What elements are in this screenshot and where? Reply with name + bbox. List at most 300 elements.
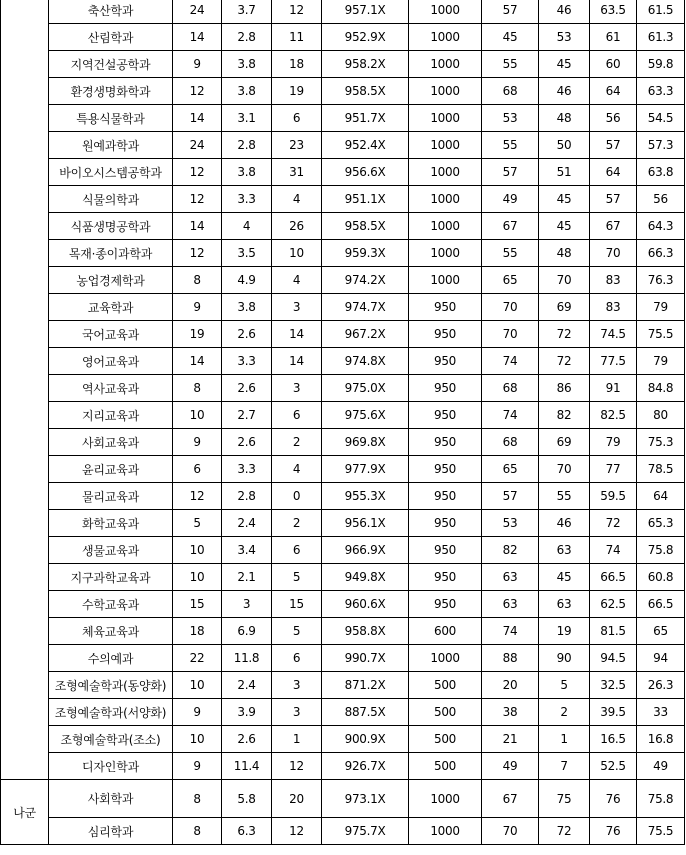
percentile-d-cell: 61.3	[637, 24, 685, 51]
department-cell: 축산학과	[49, 0, 173, 24]
percentile-a-cell: 45	[482, 24, 539, 51]
score-scale-cell: 977.9X	[322, 456, 409, 483]
department-cell: 환경생명화학과	[49, 78, 173, 105]
score-scale-cell: 975.6X	[322, 402, 409, 429]
percentile-d-cell: 66.3	[637, 240, 685, 267]
percentile-d-cell: 33	[637, 699, 685, 726]
table-row	[1, 240, 685, 267]
additional-admits-cell: 6	[272, 537, 322, 564]
percentile-c-cell: 67	[590, 213, 637, 240]
score-scale-cell: 960.6X	[322, 591, 409, 618]
percentile-d-cell: 56	[637, 186, 685, 213]
percentile-d-cell: 78.5	[637, 456, 685, 483]
competition-rate-cell: 3.4	[222, 537, 272, 564]
quota-cell: 5	[173, 510, 222, 537]
competition-rate-cell: 3.3	[222, 348, 272, 375]
quota-cell: 10	[173, 564, 222, 591]
additional-admits-cell: 3	[272, 375, 322, 402]
percentile-b-cell: 50	[539, 132, 590, 159]
additional-admits-cell: 12	[272, 753, 322, 780]
table-row	[1, 726, 685, 753]
percentile-a-cell: 68	[482, 429, 539, 456]
quota-cell: 19	[173, 321, 222, 348]
percentile-c-cell: 39.5	[590, 699, 637, 726]
quota-cell: 22	[173, 645, 222, 672]
score-scale-cell: 973.1X	[322, 780, 409, 818]
percentile-a-cell: 88	[482, 645, 539, 672]
additional-admits-cell: 3	[272, 699, 322, 726]
score-scale-cell: 974.8X	[322, 348, 409, 375]
additional-admits-cell: 6	[272, 105, 322, 132]
percentile-c-cell: 56	[590, 105, 637, 132]
percentile-c-cell: 64	[590, 78, 637, 105]
percentile-c-cell: 63.5	[590, 0, 637, 24]
competition-rate-cell: 2.8	[222, 132, 272, 159]
quota-cell: 24	[173, 0, 222, 24]
table-row	[1, 672, 685, 699]
max-score-cell: 1000	[409, 24, 482, 51]
group-cell: 나군	[1, 780, 49, 845]
additional-admits-cell: 18	[272, 51, 322, 78]
additional-admits-cell: 2	[272, 429, 322, 456]
department-cell: 목재·종이과학과	[49, 240, 173, 267]
percentile-b-cell: 55	[539, 483, 590, 510]
competition-rate-cell: 4	[222, 213, 272, 240]
quota-cell: 12	[173, 240, 222, 267]
additional-admits-cell: 14	[272, 348, 322, 375]
table-row	[1, 159, 685, 186]
table-row	[1, 618, 685, 645]
department-cell: 식품생명공학과	[49, 213, 173, 240]
percentile-a-cell: 67	[482, 780, 539, 818]
percentile-d-cell: 79	[637, 348, 685, 375]
max-score-cell: 1000	[409, 78, 482, 105]
additional-admits-cell: 6	[272, 402, 322, 429]
max-score-cell: 950	[409, 564, 482, 591]
percentile-c-cell: 57	[590, 186, 637, 213]
percentile-a-cell: 57	[482, 0, 539, 24]
percentile-c-cell: 77	[590, 456, 637, 483]
percentile-b-cell: 46	[539, 0, 590, 24]
percentile-a-cell: 49	[482, 186, 539, 213]
competition-rate-cell: 2.6	[222, 726, 272, 753]
quota-cell: 8	[173, 818, 222, 845]
quota-cell: 12	[173, 159, 222, 186]
percentile-d-cell: 65.3	[637, 510, 685, 537]
department-cell: 디자인학과	[49, 753, 173, 780]
percentile-d-cell: 63.3	[637, 78, 685, 105]
group-cell	[1, 0, 49, 780]
max-score-cell: 500	[409, 753, 482, 780]
department-cell: 식물의학과	[49, 186, 173, 213]
percentile-b-cell: 46	[539, 78, 590, 105]
table-row	[1, 780, 685, 818]
percentile-a-cell: 82	[482, 537, 539, 564]
department-cell: 산림학과	[49, 24, 173, 51]
quota-cell: 10	[173, 672, 222, 699]
table-row	[1, 429, 685, 456]
max-score-cell: 950	[409, 321, 482, 348]
score-scale-cell: 969.8X	[322, 429, 409, 456]
score-scale-cell: 871.2X	[322, 672, 409, 699]
additional-admits-cell: 4	[272, 186, 322, 213]
score-scale-cell: 949.8X	[322, 564, 409, 591]
percentile-b-cell: 82	[539, 402, 590, 429]
percentile-b-cell: 45	[539, 186, 590, 213]
quota-cell: 9	[173, 753, 222, 780]
percentile-d-cell: 94	[637, 645, 685, 672]
score-scale-cell: 967.2X	[322, 321, 409, 348]
percentile-c-cell: 83	[590, 267, 637, 294]
table-row	[1, 51, 685, 78]
percentile-d-cell: 75.8	[637, 780, 685, 818]
quota-cell: 12	[173, 483, 222, 510]
competition-rate-cell: 3.3	[222, 456, 272, 483]
competition-rate-cell: 2.4	[222, 672, 272, 699]
percentile-b-cell: 90	[539, 645, 590, 672]
department-cell: 지구과학교육과	[49, 564, 173, 591]
table-row	[1, 267, 685, 294]
percentile-c-cell: 57	[590, 132, 637, 159]
percentile-c-cell: 66.5	[590, 564, 637, 591]
table-row	[1, 699, 685, 726]
percentile-a-cell: 21	[482, 726, 539, 753]
max-score-cell: 500	[409, 672, 482, 699]
max-score-cell: 1000	[409, 818, 482, 845]
percentile-a-cell: 74	[482, 618, 539, 645]
percentile-c-cell: 79	[590, 429, 637, 456]
additional-admits-cell: 11	[272, 24, 322, 51]
percentile-c-cell: 83	[590, 294, 637, 321]
percentile-a-cell: 70	[482, 818, 539, 845]
percentile-a-cell: 63	[482, 591, 539, 618]
max-score-cell: 1000	[409, 240, 482, 267]
percentile-b-cell: 63	[539, 591, 590, 618]
percentile-d-cell: 75.8	[637, 537, 685, 564]
quota-cell: 10	[173, 537, 222, 564]
competition-rate-cell: 2.6	[222, 321, 272, 348]
max-score-cell: 950	[409, 402, 482, 429]
score-scale-cell: 958.2X	[322, 51, 409, 78]
department-cell: 생물교육과	[49, 537, 173, 564]
percentile-b-cell: 51	[539, 159, 590, 186]
table-row	[1, 24, 685, 51]
percentile-d-cell: 60.8	[637, 564, 685, 591]
table-row	[1, 294, 685, 321]
max-score-cell: 1000	[409, 51, 482, 78]
percentile-b-cell: 1	[539, 726, 590, 753]
max-score-cell: 950	[409, 348, 482, 375]
percentile-b-cell: 70	[539, 267, 590, 294]
additional-admits-cell: 4	[272, 267, 322, 294]
table-row	[1, 510, 685, 537]
percentile-c-cell: 74	[590, 537, 637, 564]
competition-rate-cell: 11.8	[222, 645, 272, 672]
competition-rate-cell: 3.8	[222, 294, 272, 321]
quota-cell: 9	[173, 51, 222, 78]
score-scale-cell: 951.7X	[322, 105, 409, 132]
percentile-d-cell: 75.3	[637, 429, 685, 456]
additional-admits-cell: 4	[272, 456, 322, 483]
score-scale-cell: 959.3X	[322, 240, 409, 267]
percentile-d-cell: 80	[637, 402, 685, 429]
percentile-c-cell: 52.5	[590, 753, 637, 780]
additional-admits-cell: 10	[272, 240, 322, 267]
percentile-d-cell: 64	[637, 483, 685, 510]
additional-admits-cell: 1	[272, 726, 322, 753]
score-scale-cell: 900.9X	[322, 726, 409, 753]
score-scale-cell: 958.8X	[322, 618, 409, 645]
quota-cell: 12	[173, 78, 222, 105]
percentile-b-cell: 46	[539, 510, 590, 537]
department-cell: 국어교육과	[49, 321, 173, 348]
additional-admits-cell: 12	[272, 818, 322, 845]
percentile-d-cell: 16.8	[637, 726, 685, 753]
table-row	[1, 375, 685, 402]
table-row	[1, 564, 685, 591]
score-scale-cell: 958.5X	[322, 78, 409, 105]
percentile-c-cell: 64	[590, 159, 637, 186]
quota-cell: 14	[173, 105, 222, 132]
percentile-b-cell: 70	[539, 456, 590, 483]
percentile-b-cell: 48	[539, 105, 590, 132]
percentile-b-cell: 69	[539, 429, 590, 456]
department-cell: 수학교육과	[49, 591, 173, 618]
quota-cell: 9	[173, 699, 222, 726]
percentile-b-cell: 75	[539, 780, 590, 818]
max-score-cell: 950	[409, 375, 482, 402]
additional-admits-cell: 6	[272, 645, 322, 672]
max-score-cell: 500	[409, 699, 482, 726]
competition-rate-cell: 6.3	[222, 818, 272, 845]
additional-admits-cell: 3	[272, 672, 322, 699]
percentile-c-cell: 74.5	[590, 321, 637, 348]
competition-rate-cell: 3.8	[222, 159, 272, 186]
quota-cell: 10	[173, 402, 222, 429]
score-scale-cell: 887.5X	[322, 699, 409, 726]
percentile-b-cell: 45	[539, 564, 590, 591]
max-score-cell: 1000	[409, 159, 482, 186]
department-cell: 윤리교육과	[49, 456, 173, 483]
percentile-b-cell: 2	[539, 699, 590, 726]
percentile-a-cell: 74	[482, 348, 539, 375]
percentile-c-cell: 70	[590, 240, 637, 267]
department-cell: 조형예술학과(조소)	[49, 726, 173, 753]
additional-admits-cell: 3	[272, 294, 322, 321]
score-scale-cell: 956.1X	[322, 510, 409, 537]
percentile-c-cell: 76	[590, 780, 637, 818]
percentile-a-cell: 55	[482, 132, 539, 159]
quota-cell: 8	[173, 267, 222, 294]
percentile-a-cell: 74	[482, 402, 539, 429]
percentile-d-cell: 65	[637, 618, 685, 645]
max-score-cell: 950	[409, 591, 482, 618]
competition-rate-cell: 5.8	[222, 780, 272, 818]
additional-admits-cell: 26	[272, 213, 322, 240]
department-cell: 농업경제학과	[49, 267, 173, 294]
additional-admits-cell: 19	[272, 78, 322, 105]
table-row	[1, 483, 685, 510]
table-row	[1, 591, 685, 618]
percentile-b-cell: 7	[539, 753, 590, 780]
department-cell: 화학교육과	[49, 510, 173, 537]
competition-rate-cell: 11.4	[222, 753, 272, 780]
percentile-b-cell: 45	[539, 51, 590, 78]
quota-cell: 12	[173, 186, 222, 213]
department-cell: 수의예과	[49, 645, 173, 672]
competition-rate-cell: 4.9	[222, 267, 272, 294]
competition-rate-cell: 3.3	[222, 186, 272, 213]
percentile-b-cell: 86	[539, 375, 590, 402]
table-row	[1, 132, 685, 159]
score-scale-cell: 975.0X	[322, 375, 409, 402]
additional-admits-cell: 23	[272, 132, 322, 159]
competition-rate-cell: 6.9	[222, 618, 272, 645]
department-cell: 영어교육과	[49, 348, 173, 375]
percentile-a-cell: 70	[482, 321, 539, 348]
percentile-c-cell: 16.5	[590, 726, 637, 753]
percentile-a-cell: 67	[482, 213, 539, 240]
percentile-c-cell: 94.5	[590, 645, 637, 672]
percentile-a-cell: 20	[482, 672, 539, 699]
percentile-c-cell: 61	[590, 24, 637, 51]
percentile-d-cell: 61.5	[637, 0, 685, 24]
percentile-a-cell: 53	[482, 105, 539, 132]
score-scale-cell: 952.4X	[322, 132, 409, 159]
department-cell: 교육학과	[49, 294, 173, 321]
percentile-b-cell: 19	[539, 618, 590, 645]
table-row	[1, 456, 685, 483]
table-row	[1, 402, 685, 429]
department-cell: 심리학과	[49, 818, 173, 845]
table-row	[1, 213, 685, 240]
table-row	[1, 537, 685, 564]
score-scale-cell: 974.2X	[322, 267, 409, 294]
additional-admits-cell: 2	[272, 510, 322, 537]
competition-rate-cell: 2.1	[222, 564, 272, 591]
department-cell: 체육교육과	[49, 618, 173, 645]
quota-cell: 8	[173, 780, 222, 818]
competition-rate-cell: 2.6	[222, 375, 272, 402]
score-scale-cell: 951.1X	[322, 186, 409, 213]
quota-cell: 15	[173, 591, 222, 618]
max-score-cell: 950	[409, 429, 482, 456]
table-row	[1, 0, 685, 24]
score-scale-cell: 955.3X	[322, 483, 409, 510]
score-scale-cell: 990.7X	[322, 645, 409, 672]
percentile-c-cell: 59.5	[590, 483, 637, 510]
additional-admits-cell: 5	[272, 564, 322, 591]
department-cell: 역사교육과	[49, 375, 173, 402]
percentile-c-cell: 72	[590, 510, 637, 537]
percentile-d-cell: 57.3	[637, 132, 685, 159]
competition-rate-cell: 2.4	[222, 510, 272, 537]
table-body	[1, 0, 685, 845]
max-score-cell: 950	[409, 510, 482, 537]
percentile-d-cell: 75.5	[637, 321, 685, 348]
table-row	[1, 105, 685, 132]
percentile-a-cell: 68	[482, 375, 539, 402]
percentile-d-cell: 66.5	[637, 591, 685, 618]
competition-rate-cell: 3	[222, 591, 272, 618]
table-row	[1, 753, 685, 780]
quota-cell: 14	[173, 24, 222, 51]
percentile-d-cell: 84.8	[637, 375, 685, 402]
max-score-cell: 600	[409, 618, 482, 645]
percentile-c-cell: 81.5	[590, 618, 637, 645]
department-cell: 조형예술학과(서양화)	[49, 699, 173, 726]
quota-cell: 9	[173, 294, 222, 321]
additional-admits-cell: 14	[272, 321, 322, 348]
percentile-d-cell: 63.8	[637, 159, 685, 186]
competition-rate-cell: 2.8	[222, 483, 272, 510]
additional-admits-cell: 31	[272, 159, 322, 186]
department-cell: 지리교육과	[49, 402, 173, 429]
competition-rate-cell: 2.8	[222, 24, 272, 51]
department-cell: 특용식물학과	[49, 105, 173, 132]
competition-rate-cell: 2.6	[222, 429, 272, 456]
percentile-d-cell: 26.3	[637, 672, 685, 699]
table-row	[1, 348, 685, 375]
percentile-a-cell: 57	[482, 483, 539, 510]
table-row	[1, 645, 685, 672]
table-row	[1, 186, 685, 213]
percentile-d-cell: 75.5	[637, 818, 685, 845]
percentile-b-cell: 72	[539, 348, 590, 375]
department-cell: 원예과학과	[49, 132, 173, 159]
quota-cell: 10	[173, 726, 222, 753]
score-scale-cell: 966.9X	[322, 537, 409, 564]
quota-cell: 18	[173, 618, 222, 645]
department-cell: 물리교육과	[49, 483, 173, 510]
max-score-cell: 950	[409, 294, 482, 321]
percentile-c-cell: 91	[590, 375, 637, 402]
max-score-cell: 950	[409, 483, 482, 510]
max-score-cell: 1000	[409, 186, 482, 213]
quota-cell: 6	[173, 456, 222, 483]
percentile-c-cell: 77.5	[590, 348, 637, 375]
percentile-a-cell: 57	[482, 159, 539, 186]
department-cell: 사회학과	[49, 780, 173, 818]
table-row	[1, 818, 685, 845]
percentile-c-cell: 82.5	[590, 402, 637, 429]
score-scale-cell: 926.7X	[322, 753, 409, 780]
table-row	[1, 321, 685, 348]
percentile-b-cell: 72	[539, 818, 590, 845]
percentile-c-cell: 32.5	[590, 672, 637, 699]
percentile-b-cell: 5	[539, 672, 590, 699]
percentile-d-cell: 59.8	[637, 51, 685, 78]
competition-rate-cell: 3.8	[222, 51, 272, 78]
additional-admits-cell: 15	[272, 591, 322, 618]
max-score-cell: 950	[409, 456, 482, 483]
percentile-b-cell: 72	[539, 321, 590, 348]
percentile-a-cell: 53	[482, 510, 539, 537]
percentile-d-cell: 54.5	[637, 105, 685, 132]
percentile-c-cell: 62.5	[590, 591, 637, 618]
percentile-d-cell: 49	[637, 753, 685, 780]
competition-rate-cell: 3.9	[222, 699, 272, 726]
percentile-a-cell: 49	[482, 753, 539, 780]
department-cell: 바이오시스템공학과	[49, 159, 173, 186]
max-score-cell: 950	[409, 537, 482, 564]
quota-cell: 14	[173, 213, 222, 240]
quota-cell: 9	[173, 429, 222, 456]
percentile-b-cell: 53	[539, 24, 590, 51]
percentile-d-cell: 64.3	[637, 213, 685, 240]
percentile-a-cell: 63	[482, 564, 539, 591]
max-score-cell: 500	[409, 726, 482, 753]
